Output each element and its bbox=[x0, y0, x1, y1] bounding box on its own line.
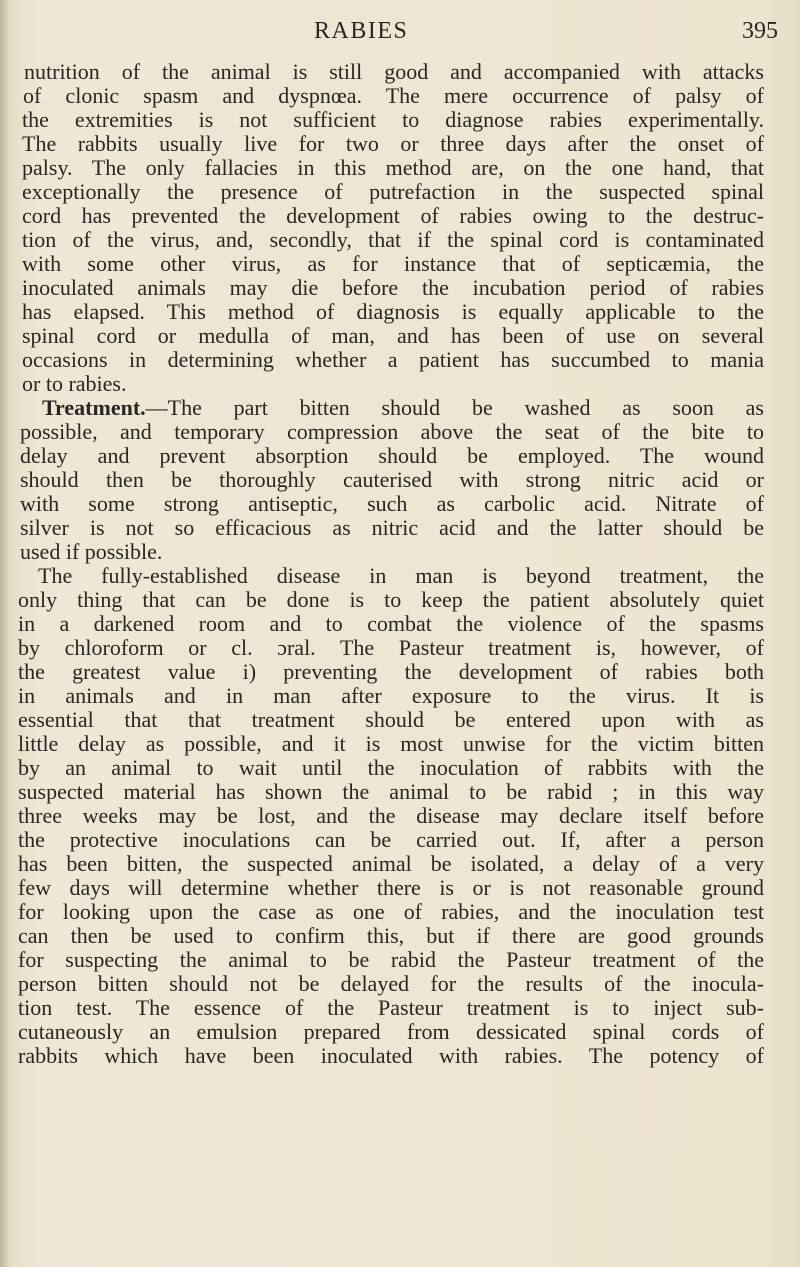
page-number: 395 bbox=[742, 18, 778, 44]
text-line: spinal cord or medulla of man, and has been of use on several bbox=[22, 323, 764, 348]
text-line: or to rabies. bbox=[22, 371, 127, 396]
text-line: cutaneously an emulsion prepared from dessicated spinal cords of bbox=[18, 1019, 764, 1044]
text-line: by an animal to wait until the inoculation of rabbits with the bbox=[18, 755, 764, 780]
page-binding-edge bbox=[0, 0, 8, 1267]
text-line: with some other virus, as for instance that of septicæmia, the bbox=[22, 251, 764, 276]
text-line: few days will determine whether there is or is not reasonable ground bbox=[18, 875, 764, 900]
text-line: the greatest value i) preventing the development of rabies both bbox=[18, 659, 764, 684]
text-line: by chloroform or cl. ɔral. The Pasteur treatment is, however, of bbox=[18, 635, 764, 660]
text-line: The fully-established disease in man is beyond treatment, the bbox=[38, 563, 764, 588]
text-line: suspected material has shown the animal to be rabid ; in this way bbox=[18, 779, 764, 804]
text-line: has been bitten, the suspected animal be isolated, a delay of a very bbox=[18, 851, 764, 876]
text-line: inoculated animals may die before the incubation period of rabies bbox=[22, 275, 764, 300]
text-line: in animals and in man after exposure to the virus. It is bbox=[18, 683, 764, 708]
text-line: cord has prevented the development of rabies owing to the destruc- bbox=[22, 203, 764, 228]
text-line: exceptionally the presence of putrefaction in the suspected spinal bbox=[22, 179, 764, 204]
text-line: in a darkened room and to combat the violence of the spasms bbox=[18, 611, 764, 636]
text-line: The rabbits usually live for two or three days after the onset of bbox=[22, 131, 764, 156]
text-line: delay and prevent absorption should be employed. The wound bbox=[20, 443, 764, 468]
text-line: The part bitten should be washed as soon as bbox=[167, 395, 764, 420]
text-line: for suspecting the animal to be rabid the Pasteur treatment of the bbox=[18, 947, 764, 972]
text-line: essential that that treatment should be entered upon with as bbox=[18, 707, 764, 732]
text-line: palsy. The only fallacies in this method are, on the one hand, that bbox=[22, 155, 764, 180]
text-line: the protective inoculations can be carried out. If, after a person bbox=[18, 827, 764, 852]
text-line: the extremities is not sufficient to diagnose rabies experimentally. bbox=[22, 107, 764, 132]
text-line: only thing that can be done is to keep the patient absolutely quiet bbox=[18, 587, 764, 612]
treatment-heading: Treatment. bbox=[42, 395, 146, 420]
text-line: of clonic spasm and dyspnœa. The mere occurrence of palsy of bbox=[23, 83, 764, 108]
text-line: silver is not so efficacious as nitric acid and the latter should be bbox=[20, 515, 764, 540]
text-line: tion of the virus, and, secondly, that if the spinal cord is contaminated bbox=[22, 227, 764, 252]
text-line: should then be thoroughly cauterised with strong nitric acid or bbox=[20, 467, 764, 492]
text-line: occasions in determining whether a patient has succumbed to mania bbox=[22, 347, 764, 372]
text-line: can then be used to confirm this, but if there are good grounds bbox=[18, 923, 764, 948]
text-line: three weeks may be lost, and the disease may declare itself before bbox=[18, 803, 764, 828]
text-line: little delay as possible, and it is most unwise for the victim bitten bbox=[18, 731, 764, 756]
text-line: person bitten should not be delayed for the results of the inocula- bbox=[18, 971, 764, 996]
treatment-paragraph-first-line: Treatment.—The part bitten should be washed as soon as bbox=[42, 395, 764, 420]
running-head bbox=[0, 18, 800, 52]
text-line: with some strong antiseptic, such as carbolic acid. Nitrate of bbox=[20, 491, 764, 516]
running-head-title: RABIES bbox=[314, 18, 409, 44]
text-line: has elapsed. This method of diagnosis is equally applicable to the bbox=[22, 299, 764, 324]
text-line: for looking upon the case as one of rabies, and the inoculation test bbox=[18, 899, 764, 924]
text-line: rabbits which have been inoculated with rabies. The potency of bbox=[18, 1043, 764, 1068]
text-line: possible, and temporary compression above the seat of the bite to bbox=[20, 419, 764, 444]
text-line: tion test. The essence of the Pasteur treatment is to inject sub- bbox=[18, 995, 764, 1020]
text-line: nutrition of the animal is still good and accompanied with attacks bbox=[24, 59, 764, 84]
text-line: used if possible. bbox=[20, 539, 163, 564]
